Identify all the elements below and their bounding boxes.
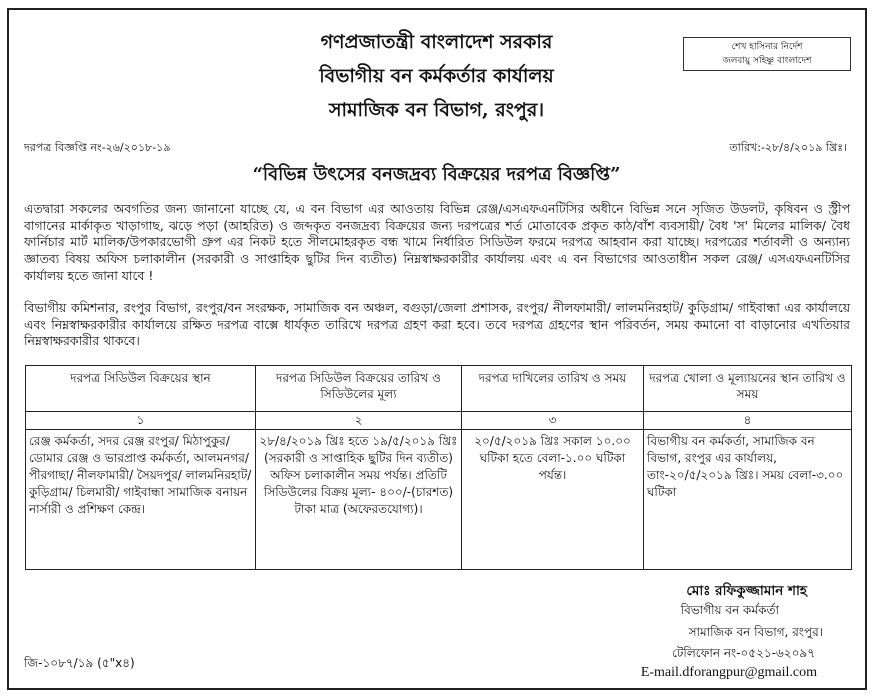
paragraph-intro: এতদ্বারা সকলের অবগতির জন্য জানানো যাচ্ছে যে, এ বন বিভাগ এর আওতায় বিভিন্ন রেঞ্জ/এসএফএনটিসির অধীনে বিভিন্ন সনে সৃজিত উডলট, কৃষিবন ও স্ট্রীপ বাগানের মার্কাকৃত খাড়াগাছ, ঝড়ে পড়া (আহরিত) ও জব্দকৃত বনজদ্রব্য বিক্রয়ের জন্য দরপত্রের শর্ত মোতাবেক প্রকৃত কাঠ/বাঁশ ব্যবসায়ী/ বৈধ 'স' মিলের মালিক/ বৈধ ফার্নিচার মার্ট মালিক/উপকারভোগী গ্রুপ এর নিকট হতে সীলমোহরকৃত বন্ধ খামে নির্ধারিত সিডিউল ফরমে দরপত্র আহবান করা যাচ্ছে। দরপত্রের শর্তাবলী ও অন্যান্য জ্ঞাতব্য বিষয় অফিস চলাকালীন (সরকারী ও সাপ্তাহিক ছুটির দিন ব্যতীত) নিম্নস্বাক্ষরকারীর কার্যালয় এবং এ বন বিভাগের আওতাধীন সকল রেঞ্জ/ এসএফএনটিসির কার্যালয় হতে জানা যাবে ! <box>24 201 850 283</box>
column-number: ১ <box>26 412 256 430</box>
cell-sale-places: রেঞ্জ কর্মকর্তা, সদর রেঞ্জ রংপুর/ মিঠাপুকুর/ ডোমার রেঞ্জ ও ভারপ্রাপ্ত কর্মকর্তা, আলমনগর/ পীরগাছা/ নীলফামারী/ সৈয়দপুর/ লালমনিরহাট/ কুড়িগ্রাম/ চিলমারী/ গাইবান্ধা সামাজিক বনায়ন নার্সারী ও প্রশিক্ষণ কেন্দ্র। <box>26 430 256 570</box>
header-sale-date-price: দরপত্র সিডিউল বিক্রয়ের তারিখ ও সিডিউলের মূল্য <box>256 366 462 412</box>
cell-sale-date-price: ২৮/৪/২০১৯ খ্রিঃ হতে ১৯/৫/২০১৯ খ্রিঃ (সরকারী ও সাপ্তাহিক ছুটির দিন ব্যতীত) অফিস চলাকালীন সময় পর্যন্ত। প্রতিটি সিডিউলের বিক্রয় মূল্য- ৪০০/-(চারশত) টাকা মাত্র (অফেরতযোগ্য)। <box>256 430 462 570</box>
signatory-office: সামাজিক বন বিভাগ, রংপুর। <box>688 625 823 639</box>
reference-number: জি-১০৮৭/১৯ (৫"x৪) <box>24 656 135 670</box>
signatory-phone: টেলিফোন নং-০৫২১-৬২০৯৭ <box>672 646 815 660</box>
signatory-title: বিভাগীয় বন কর্মকর্তা <box>680 603 779 617</box>
notice-heading: “বিভিন্ন উৎসের বনজদ্রব্য বিক্রয়ের দরপত্র বিজ্ঞপ্তি” <box>252 164 621 185</box>
cell-submission-time: ২০/৫/২০১৯ খ্রিঃ সকাল ১০.০০ ঘটিকা হতে বেলা-১.০০ ঘটিকা পর্যন্ত। <box>462 430 644 570</box>
table-header-row <box>26 366 852 412</box>
header-submission-date: দরপত্র দাখিলের তারিখ ও সময় <box>462 366 644 412</box>
column-number: ২ <box>256 412 462 430</box>
office-title: বিভাগীয় বন কর্মকর্তার কার্যালয় <box>319 65 554 87</box>
slogan-line-2: জলবায়ু সহিষ্ণু বাংলাদেশ <box>722 56 812 66</box>
paragraph-submission: বিভাগীয় কমিশনার, রংপুর বিভাগ, রংপুর/বন সংরক্ষক, সামাজিক বন অঞ্চল, বগুড়া/জেলা প্রশাসক, রংপুর/ নীলফামারী/ লালমনিরহাট/ কুড়িগ্রাম/ গাইবান্ধা এর কার্যালয়ে এবং নিম্নস্বাক্ষরকারীর কার্যালয়ে রক্ষিত দরপত্র বাক্সে ধার্যকৃত তারিখে দরপত্র গ্রহণ করা হবে। তবে দরপত্র গ্রহণের স্থান পরিবর্তন, সময় কমানো বা বাড়ানোর এখতিয়ার নিম্নস্বাক্ষরকারীর থাকবে। <box>24 300 850 349</box>
division-title: সামাজিক বন বিভাগ, রংপুর। <box>328 99 545 121</box>
signatory-email: E-mail.dforangpur@gmail.com <box>640 665 817 680</box>
column-number: ৪ <box>644 412 852 430</box>
table-row <box>26 430 852 570</box>
tender-schedule-table <box>25 365 852 570</box>
header-opening-place-date: দরপত্র খোলা ও মূল্যায়নের স্থান তারিখ ও সময় <box>644 366 852 412</box>
memo-number: দরপত্র বিজ্ঞপ্তি নং-২৬/২০১৮-১৯ <box>24 141 171 154</box>
notice-date: তারিখ:-২৮/৪/২০১৯ খ্রিঃ। <box>729 141 847 154</box>
header-sale-place: দরপত্র সিডিউল বিক্রয়ের স্থান <box>26 366 256 412</box>
column-number: ৩ <box>462 412 644 430</box>
slogan-line-1: শেখ হাসিনার নির্দেশ <box>731 42 803 52</box>
slogan-box <box>683 37 851 71</box>
table-number-row <box>26 412 852 430</box>
govt-title: গণপ্রজাতন্ত্রী বাংলাদেশ সরকার <box>320 31 553 53</box>
signatory-name: মোঃ রফিকুজ্জামান শাহ <box>686 583 807 599</box>
cell-opening-details: বিভাগীয় বন কর্মকর্তা, সামাজিক বন বিভাগ, রংপুর এর কার্যালয়, তাং-২০/৫/২০১৯ খ্রিঃ। সময় বেলা-৩.০০ ঘটিকা <box>644 430 852 570</box>
